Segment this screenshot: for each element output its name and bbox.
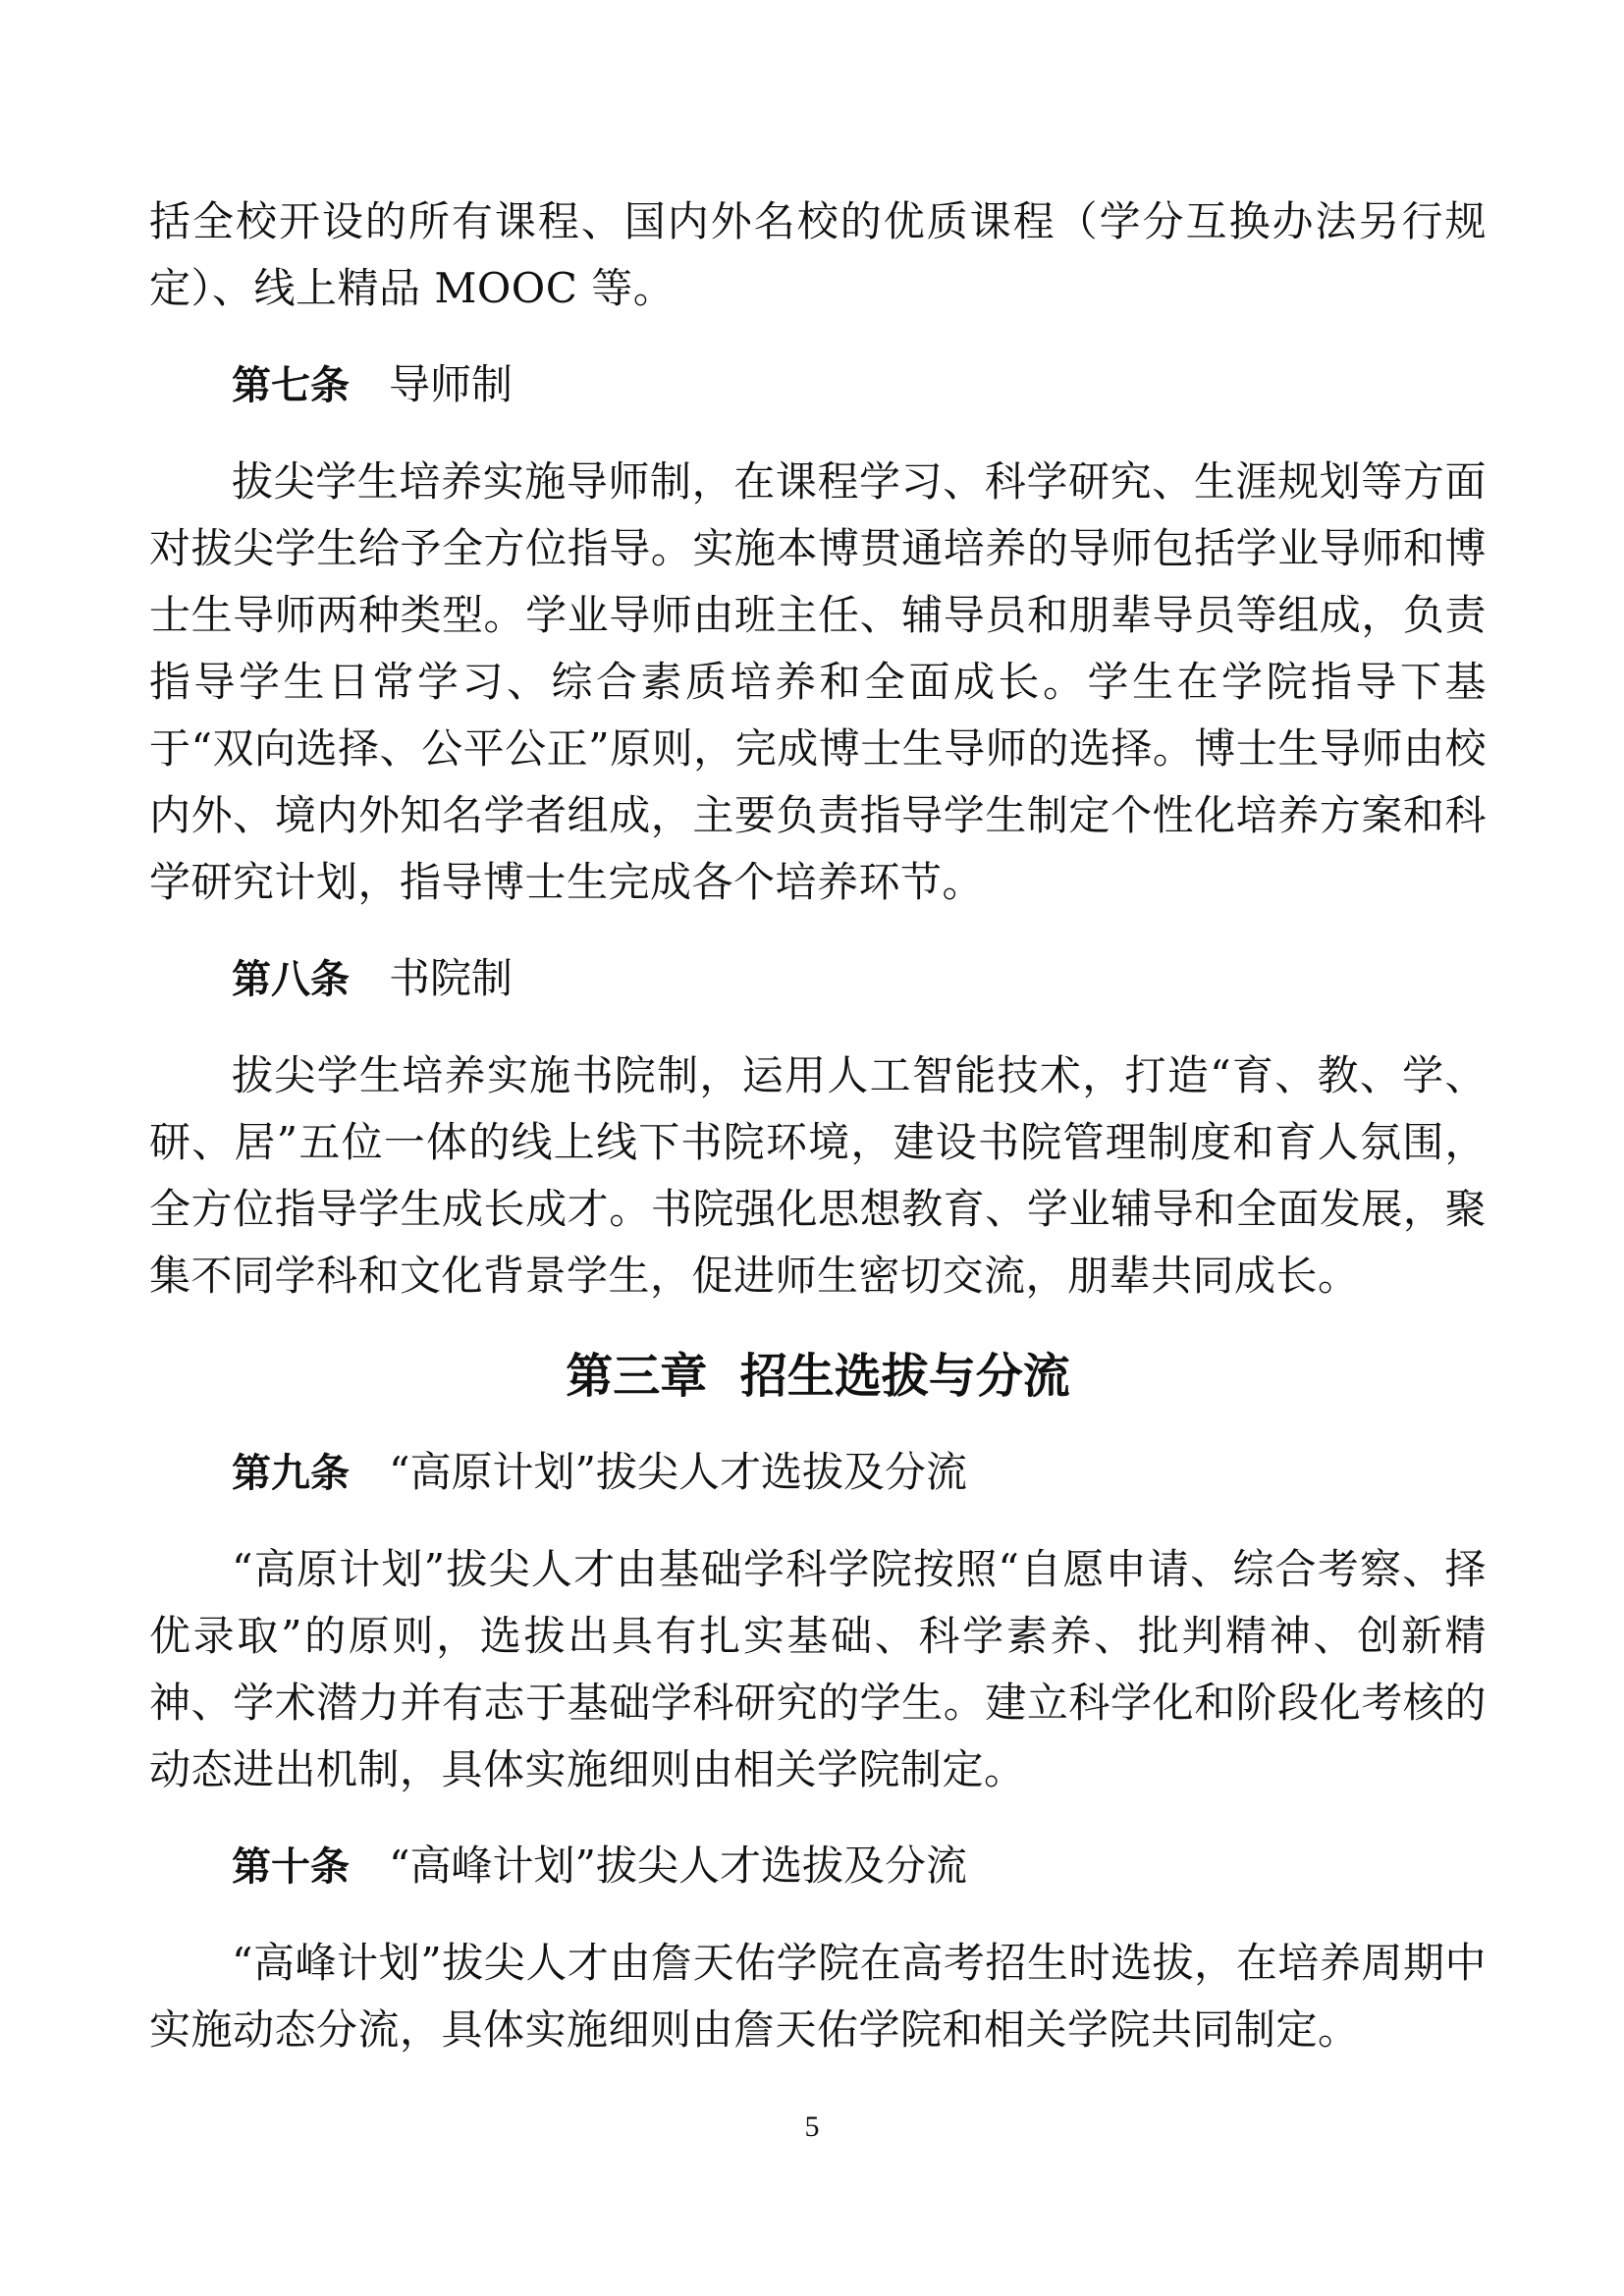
- article-number: 第八条: [232, 957, 350, 1002]
- document-body: [149, 188, 1487, 2093]
- article-title: 导师制: [389, 360, 514, 408]
- article-number: 第九条: [232, 1451, 350, 1496]
- paragraph-tutor-system: 拔尖学生培养实施导师制，在课程学习、科学研究、生涯规划等方面对拔尖学生给予全方位指导。实施本博贯通培养的导师包括学业导师和博士生导师两种类型。学业导师由班主任、辅导员和朋辈导员等组成，负责指导学生日常学习、综合素质培养和全面成长。学生在学院指导下基于“双向选择、公平公正”原则，完成博士生导师的选择。博士生导师由校内外、境内外知名学者组成，主要负责指导学生制定个性化培养方案和科学研究计划，指导博士生完成各个培养环节。: [149, 457, 1487, 906]
- article-title: 书院制: [389, 954, 514, 1002]
- chapter-3-heading: 第三章 招生选拔与分流: [566, 1349, 1070, 1404]
- article-number: 第十条: [232, 1844, 350, 1890]
- article-9-heading: [149, 1439, 1487, 1507]
- article-title: “高峰计划”拔尖人才选拔及分流: [389, 1842, 967, 1890]
- paragraph-plateau-plan: “高原计划”拔尖人才由基础学科学院按照“自愿申请、综合考察、择优录取”的原则，选拔出具有扎实基础、科学素养、批判精神、创新精神、学术潜力并有志于基础学科研究的学生。建立科学化和阶段化考核的动态进出机制，具体实施细则由相关学院制定。: [149, 1545, 1487, 1793]
- article-7-heading: [149, 351, 1487, 419]
- article-8-heading: [149, 945, 1487, 1013]
- article-10-heading: [149, 1833, 1487, 1900]
- paragraph-peak-plan: “高峰计划”拔尖人才由詹天佑学院在高考招生时选拔，在培养周期中实施动态分流，具体实施细则由詹天佑学院和相关学院共同制定。: [149, 1939, 1487, 2054]
- article-number: 第七条: [232, 363, 350, 408]
- paragraph-course-scope: 括全校开设的所有课程、国内外名校的优质课程（学分互换办法另行规定）、线上精品 MOOC 等。: [149, 197, 1487, 312]
- article-title: “高原计划”拔尖人才选拔及分流: [389, 1448, 967, 1496]
- page-number: 5: [804, 2110, 820, 2143]
- paragraph-college-system: 拔尖学生培养实施书院制，运用人工智能技术，打造“育、教、学、研、居”五位一体的线上线下书院环境，建设书院管理制度和育人氛围，全方位指导学生成长成才。书院强化思想教育、学业辅导和全面发展，聚集不同学科和文化背景学生，促进师生密切交流，朋辈共同成长。: [149, 1051, 1487, 1300]
